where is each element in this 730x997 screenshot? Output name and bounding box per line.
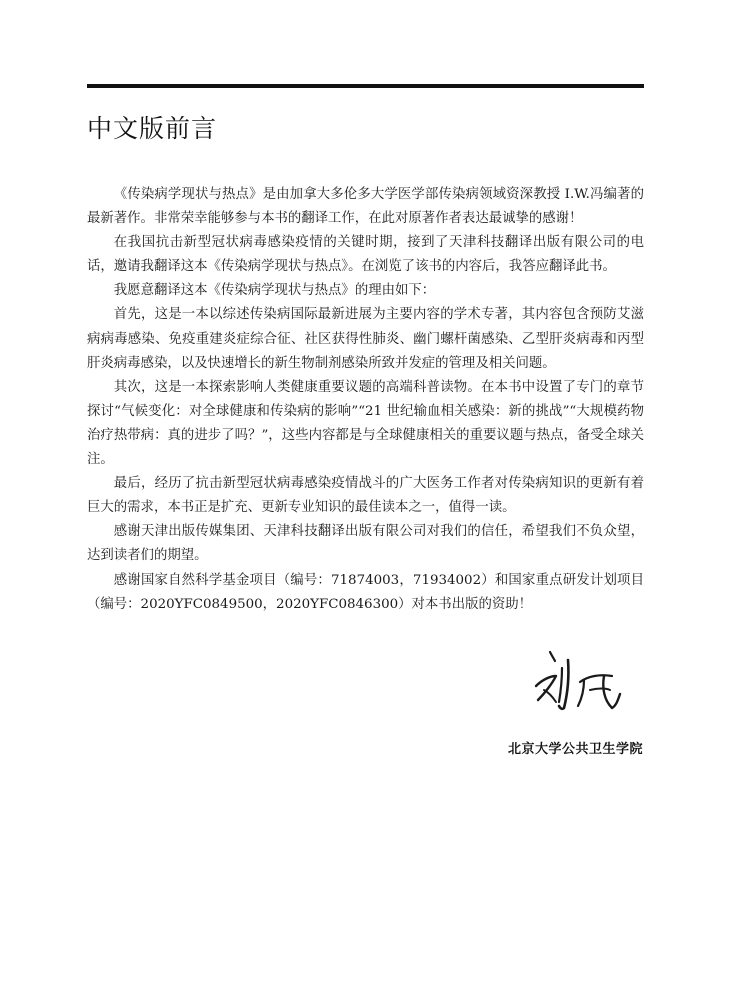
paragraph-2: 在我国抗击新型冠状病毒感染疫情的关键时期，接到了天津科技翻译出版有限公司的电话，邀请我翻译这本《传染病学现状与热点》。在浏览了该书的内容后，我答应翻译此书。 [87,235,644,275]
paragraph-6: 最后，经历了抗击新型冠状病毒感染疫情战斗的广大医务工作者对传染病知识的更新有着巨大的需求，本书正是扩充、更新专业知识的最佳读本之一，值得一读。 [87,476,644,516]
paragraph-3: 我愿意翻译这本《传染病学现状与热点》的理由如下： [113,283,436,299]
paragraph-1: 《传染病学现状与热点》是由加拿大多伦多大学医学部传染病领域资深教授 I.W.冯编著的最新著作。非常荣幸能够参与本书的翻译工作，在此对原著作者表达最诚挚的感谢！ [87,187,644,227]
preface-body [87,183,644,617]
paragraph-4: 首先，这是一本以综述传染病国际最新进展为主要内容的学术专著，其内容包含预防艾滋病病毒感染、免疫重建炎症综合征、社区获得性肺炎、幽门螺杆菌感染、乙型肝炎病毒和丙型肝炎病毒感染，以及快速增长的新生物制剂感染所致并发症的管理及相关问题。 [87,307,644,371]
paragraph-8: 感谢国家自然科学基金项目（编号：71874003，71934002）和国家重点研发计划项目（编号：2020YFC0849500，2020YFC0846300）对本书出版的资助！ [87,572,644,612]
paragraph-7: 感谢天津出版传媒集团、天津科技翻译出版有限公司对我们的信任，希望我们不负众望，达到读者们的期望。 [87,524,644,564]
paragraph-5: 其次，这是一本探索影响人类健康重要议题的高端科普读物。在本书中设置了专门的章节探讨“气候变化：对全球健康和传染病的影响”“21 世纪输血相关感染：新的挑战”“大规模药物治疗热带病：真的进步了吗？”，这些内容都是与全球健康相关的重要议题与热点，备受全球关注。 [87,379,644,468]
affiliation-text: 北京大学公共卫生学院 [507,742,643,757]
handwritten-signature [528,646,626,718]
header-rule [87,84,644,88]
page-title: 中文版前言 [87,114,218,143]
